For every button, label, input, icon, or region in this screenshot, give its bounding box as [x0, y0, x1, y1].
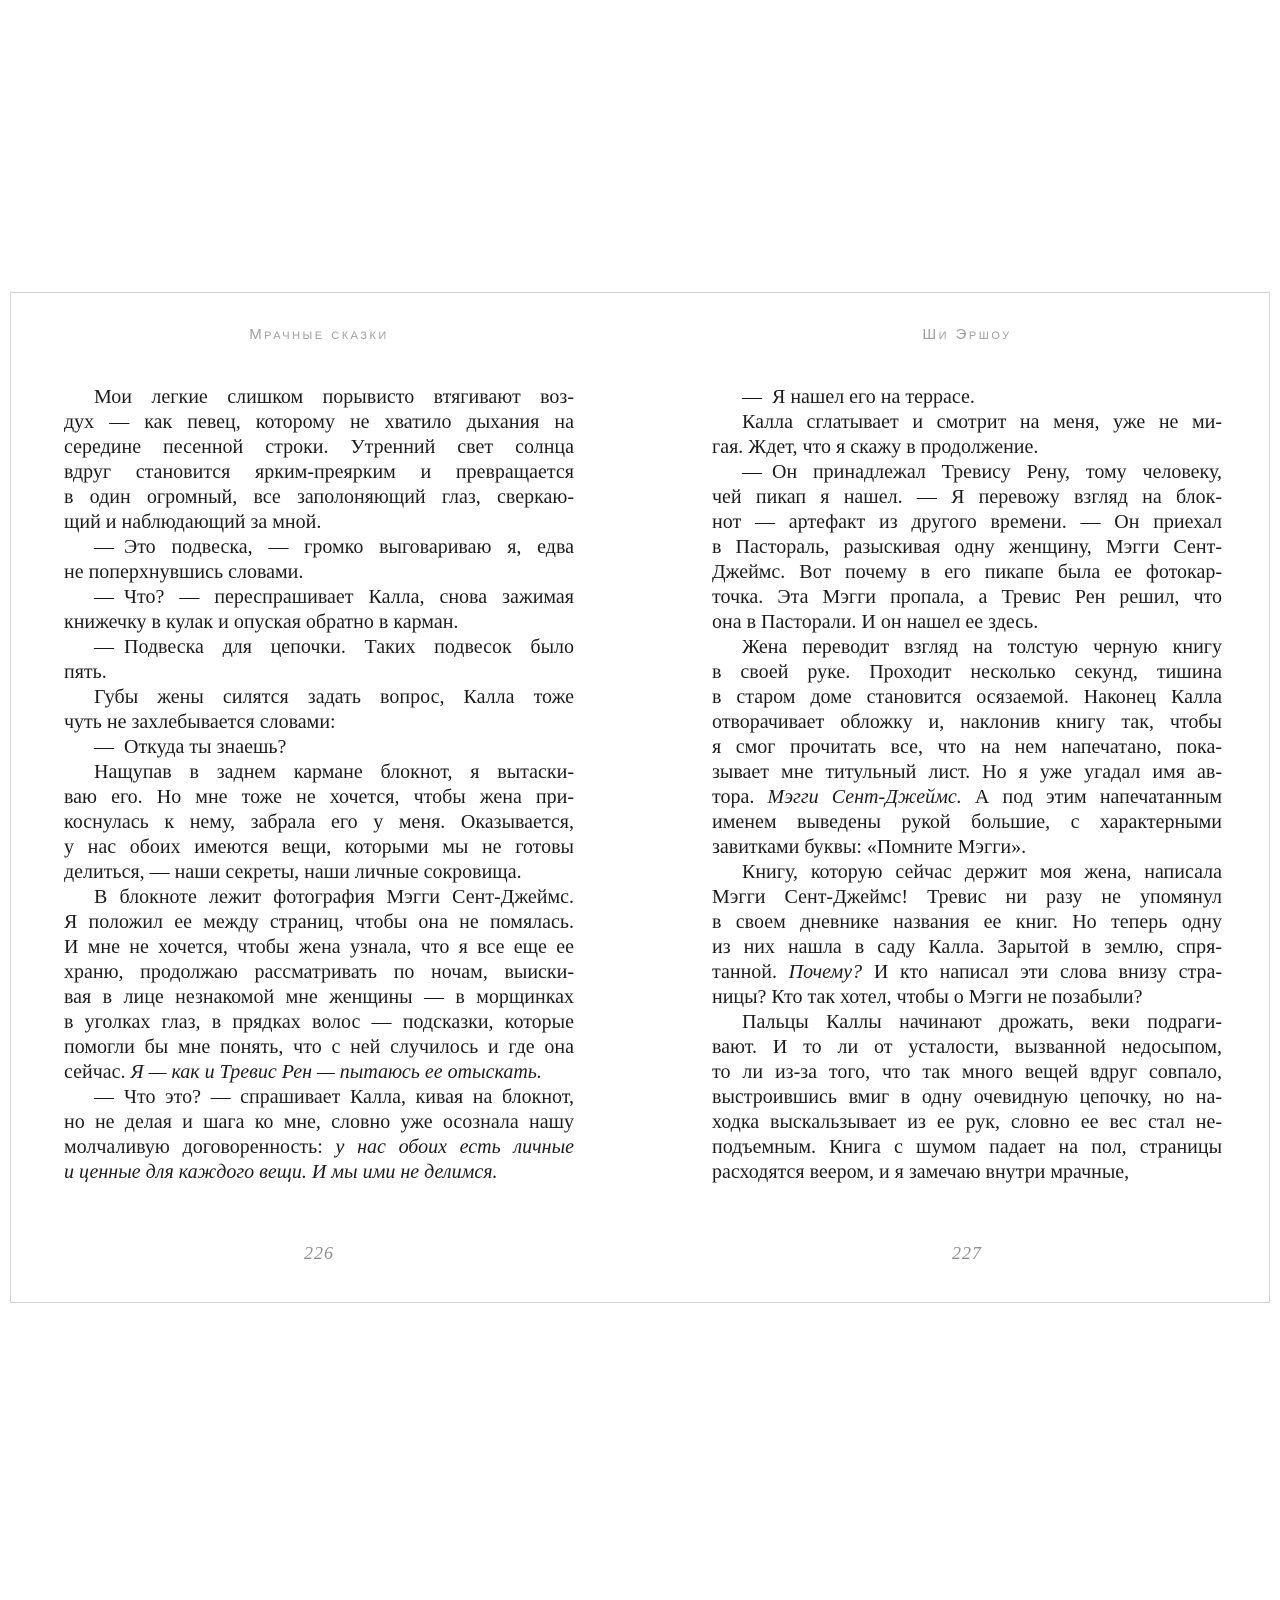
text-segment: в Пастораль, разыскивая одну женщину, Мэгги Сент- [712, 536, 1222, 558]
text-line [712, 1085, 1222, 1110]
text-line [712, 635, 1222, 660]
text-segment: щий и наблюдающий за мной. [64, 511, 322, 533]
text-segment: в старом доме становится осязаемой. Наконец Калла [712, 686, 1222, 708]
text-line [712, 810, 1222, 835]
text-segment: храню, продолжаю рассматривать по ночам, выиски- [64, 961, 574, 983]
text-line [64, 960, 574, 985]
book-page-left [64, 293, 574, 1301]
text-segment: гая. Ждет, что я скажу в продолжение. [712, 436, 1039, 458]
text-line [712, 1060, 1222, 1085]
text-segment: делиться, — наши секреты, наши личные сокровища. [64, 861, 522, 883]
text-line [712, 385, 1222, 410]
text-segment: помогли бы мне понять, что с ней случилось и где она [64, 1036, 574, 1058]
book-page-right [712, 293, 1222, 1301]
text-segment: точка. Эта Мэгги пропала, а Тревис Рен решил, что [712, 586, 1222, 608]
text-line [64, 560, 574, 585]
text-segment: — Что? — переспрашивает Калла, снова зажимая [94, 586, 574, 608]
text-line [64, 485, 574, 510]
text-line [64, 1160, 574, 1185]
text-line [712, 935, 1222, 960]
text-line [712, 585, 1222, 610]
text-segment: чуть не захлебывается словами: [64, 711, 336, 733]
text-line [712, 535, 1222, 560]
text-line [712, 960, 1222, 985]
text-line [64, 685, 574, 710]
text-line [712, 985, 1222, 1010]
text-line [712, 1110, 1222, 1135]
text-line [712, 485, 1222, 510]
text-segment: завитками буквы: «Помните Мэгги». [712, 836, 1027, 858]
text-segment: Почему? [788, 961, 863, 983]
text-segment: зывает мне титульный лист. Но я уже угадал имя ав- [712, 761, 1222, 783]
text-line [64, 385, 574, 410]
text-line [64, 885, 574, 910]
text-line [64, 835, 574, 860]
text-segment: середине песенной строки. Утренний свет солнца [64, 436, 574, 458]
text-segment: Джеймс. Вот почему в его пикапе была ее фотокар- [712, 561, 1222, 583]
text-line [712, 860, 1222, 885]
text-segment: из них нашла в саду Калла. Зарытой в землю, спря- [712, 936, 1222, 958]
text-segment: пять. [64, 661, 107, 683]
text-segment: ваю его. Но мне тоже не хочется, чтобы жена при- [64, 786, 574, 808]
text-segment: — Это подвеска, — громко выговариваю я, едва [94, 536, 574, 558]
text-segment: в своем дневнике названия ее книг. Но теперь одну [712, 911, 1222, 933]
text-line [64, 760, 574, 785]
text-segment: и ценные для каждого вещи. И мы ими не делимся. [64, 1161, 498, 1183]
text-line [64, 1035, 574, 1060]
text-segment: Губы жены силятся задать вопрос, Калла тоже [94, 686, 574, 708]
text-line [712, 460, 1222, 485]
text-segment: — Подвеска для цепочки. Таких подвесок было [94, 636, 574, 658]
text-segment: книжечку в кулак и опуская обратно в карман. [64, 611, 459, 633]
text-line [712, 1035, 1222, 1060]
text-line [64, 410, 574, 435]
text-line [712, 610, 1222, 635]
text-segment: А под этим напечатанным [961, 786, 1223, 808]
text-line [64, 985, 574, 1010]
text-segment: вдруг становится ярким-преярким и превращается [64, 461, 574, 483]
text-line [64, 1060, 574, 1085]
text-segment: именем выведены рукой большие, с характерными [712, 811, 1222, 833]
text-line [64, 810, 574, 835]
text-line [64, 935, 574, 960]
text-line [712, 435, 1222, 460]
text-segment: вая в лице незнакомой мне женщины — в морщинках [64, 986, 574, 1008]
text-line [712, 1010, 1222, 1035]
text-segment: Мои легкие слишком порывисто втягивают воз- [94, 386, 574, 408]
text-segment: то ли из-за того, что так много вещей вдруг совпало, [712, 1061, 1222, 1083]
text-line [64, 860, 574, 885]
text-segment: молчаливую договоренность: [64, 1136, 336, 1158]
text-segment: но не делая и шага ко мне, словно уже осознала нашу [64, 1111, 574, 1133]
text-line [712, 835, 1222, 860]
text-line [64, 710, 574, 735]
text-segment: коснулась к нему, забрала его у меня. Оказывается, [64, 811, 574, 833]
text-segment: — Я нашел его на террасе. [742, 386, 975, 408]
text-line [712, 785, 1222, 810]
text-segment: — Он принадлежал Тревису Рену, тому человеку, [742, 461, 1222, 483]
text-line [64, 510, 574, 535]
text-segment: в уголках глаз, в прядках волос — подсказки, которые [64, 1011, 574, 1033]
text-line [64, 460, 574, 485]
text-segment: Мэгги Сент-Джеймс! Тревис ни разу не упомянул [712, 886, 1222, 908]
text-line [712, 1135, 1222, 1160]
text-segment: я смог прочитать все, что на нем напечатано, пока- [712, 736, 1222, 758]
text-line [64, 435, 574, 460]
page-text-left [64, 385, 574, 1185]
page-number-right: 227 [952, 1243, 982, 1263]
text-segment: В блокноте лежит фотография Мэгги Сент-Джеймс. [94, 886, 574, 908]
text-segment: Книгу, которую сейчас держит моя жена, написала [742, 861, 1222, 883]
text-line [64, 1010, 574, 1035]
text-line [64, 585, 574, 610]
text-segment: ницы? Кто так хотел, чтобы о Мэгги не позабыли? [712, 986, 1143, 1008]
text-segment: — Что это? — спрашивает Калла, кивая на блокнот, [94, 1086, 574, 1108]
text-segment: Пальцы Каллы начинают дрожать, веки подраги- [742, 1011, 1222, 1033]
text-line [64, 1135, 574, 1160]
text-segment: не поперхнувшись словами. [64, 561, 304, 583]
text-line [712, 1160, 1222, 1185]
text-line [64, 610, 574, 635]
page-spread-frame [10, 292, 1270, 1303]
text-segment: Я — как и Тревис Рен — пытаюсь ее отыскать. [130, 1061, 542, 1083]
text-segment: И кто написал эти слова внизу стра- [862, 961, 1222, 983]
text-segment: вают. И то ли от усталости, вызванной недосыпом, [712, 1036, 1222, 1058]
text-segment: нот — артефакт из другого времени. — Он приехал [712, 511, 1222, 533]
text-segment: сейчас. [64, 1061, 131, 1083]
running-header-author: Ши Эршоу [922, 326, 1012, 343]
text-segment: ходка выскальзывает из ее рук, словно ее вес стал не- [712, 1111, 1222, 1133]
text-line [64, 635, 574, 660]
text-segment: Мэгги Сент-Джеймс. [767, 786, 962, 808]
text-segment: Калла сглатывает и смотрит на меня, уже не ми- [742, 411, 1222, 433]
text-segment: — Откуда ты знаешь? [94, 736, 287, 758]
text-line [712, 510, 1222, 535]
text-line [64, 535, 574, 560]
text-line [712, 410, 1222, 435]
text-segment: танной. [712, 961, 789, 983]
text-segment: в один огромный, все заполоняющий глаз, сверкаю- [64, 486, 574, 508]
text-line [712, 735, 1222, 760]
text-line [64, 660, 574, 685]
text-line [64, 1085, 574, 1110]
text-segment: она в Пасторали. И он нашел ее здесь. [712, 611, 1039, 633]
text-line [64, 910, 574, 935]
text-segment: И мне не хочется, чтобы жена узнала, что я все еще ее [64, 936, 574, 958]
text-segment: у нас обоих есть личные [335, 1136, 574, 1158]
text-line [712, 560, 1222, 585]
text-line [712, 710, 1222, 735]
text-segment: выстроившись вмиг в одну очевидную цепочку, но на- [712, 1086, 1222, 1108]
text-segment: Нащупав в заднем кармане блокнот, я вытаски- [94, 761, 574, 783]
text-segment: тора. [712, 786, 768, 808]
page-text-right [712, 385, 1222, 1185]
text-line [712, 685, 1222, 710]
text-line [64, 735, 574, 760]
text-line [712, 885, 1222, 910]
text-line [712, 910, 1222, 935]
text-segment: в своей руке. Проходит несколько секунд, тишина [712, 661, 1222, 683]
text-segment: дух — как певец, которому не хватило дыхания на [64, 411, 574, 433]
text-line [712, 760, 1222, 785]
text-segment: Жена переводит взгляд на толстую черную книгу [742, 636, 1222, 658]
text-line [64, 785, 574, 810]
text-segment: у нас обоих имеются вещи, которыми мы не готовы [64, 836, 574, 858]
text-line [712, 660, 1222, 685]
text-segment: чей пикап я нашел. — Я перевожу взгляд на блок- [712, 486, 1222, 508]
text-segment: расходятся веером, и я замечаю внутри мрачные, [712, 1161, 1130, 1183]
page-number-left: 226 [304, 1243, 334, 1263]
text-segment: Я положил ее между страниц, чтобы она не помялась. [64, 911, 574, 933]
text-line [64, 1110, 574, 1135]
text-segment: подъемным. Книга с шумом падает на пол, страницы [712, 1136, 1222, 1158]
running-header-title: Мрачные сказки [249, 326, 389, 343]
text-segment: отворачивает обложку и, наклонив книгу так, чтобы [712, 711, 1222, 733]
